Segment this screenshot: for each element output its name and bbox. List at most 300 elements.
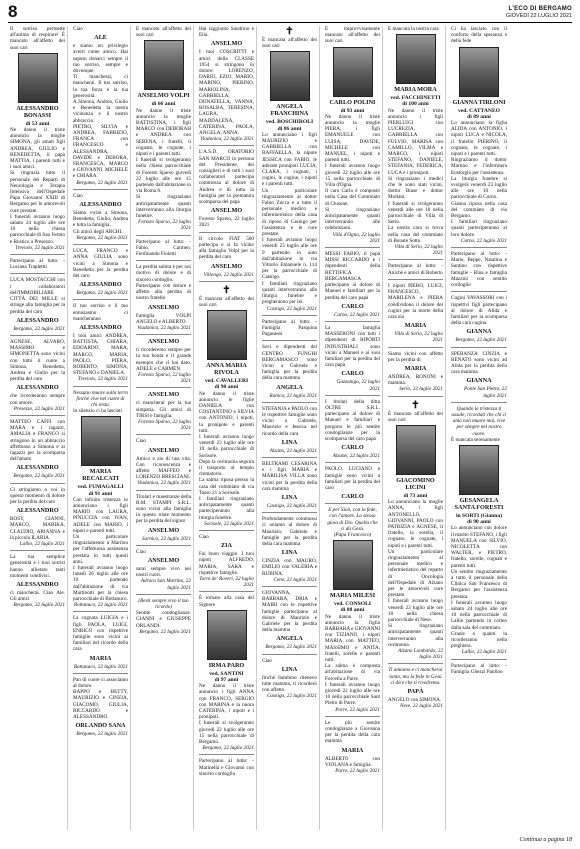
divider [10, 273, 65, 274]
quote: E per Sion, con la fede, con l'amore. La stessa gioia di Dio. Quella che ci dà Gesù. [327, 507, 378, 532]
divider [325, 716, 380, 717]
divider [199, 591, 254, 592]
divider [10, 483, 65, 484]
name-detail: di 89 anni [467, 113, 491, 120]
deceased-name: MARIA [89, 654, 112, 662]
notice-text: ci mancherai per la tua simpatia. Gli amici di TIRSI e famiglia. [136, 400, 191, 419]
notice-text: Le più sentite condoglianze a Giovanna per la perdita della cara mamma [325, 719, 380, 745]
name-detail: di 100 anni [402, 101, 429, 108]
notice-text: Si ringraziano i medici che le sono stati vicini, dottor Biase e dottor Moltani. [388, 175, 443, 201]
notice-text: BAPPO e BETTY, MAURIZIO e CINZIA, GIACOMO, GIULIA, RICCARDO e ALESSANDRO. [73, 689, 128, 721]
notice-text: Ne danno il triste annuncio le figlie DANIELA con COSTANTINO e SILVIA con ANTONIO, i nipoti, la pronipote e parenti tutti. [199, 390, 254, 434]
notice-text: La perdita subita è per noi motivo di dolore e di sincero cordoglio. [136, 264, 191, 283]
name-detail: ved. FACCHINETTI [390, 95, 441, 102]
deceased-name: LINA [281, 493, 298, 501]
divider [73, 611, 128, 612]
place-date: Torre de' Roveri, 22 luglio 2021 [199, 576, 254, 589]
name-detail: di 53 anni [25, 120, 50, 127]
divider [136, 434, 191, 435]
name-detail: ved. BOSCHIROLI [265, 119, 314, 126]
portrait-photo [207, 310, 247, 360]
deceased-name: ALESSANDRO [16, 316, 59, 324]
notice-text: È mancata serenamente [451, 436, 500, 443]
notice-text: I nipoti PIERO, LUIGI, FRANCESCO, MARILENA e PIERA condividono il dolore dei cugini per la morte della cara zia [388, 282, 443, 320]
deceased-name: ANSELMO [210, 40, 243, 48]
name-detail: di 88 anni [340, 607, 365, 614]
deceased-name: LINA [281, 665, 298, 673]
notice-text: Cugini VAVASSORI con i rispettivi figli partecipano al dolore di Alida e familiari per la scomparsa della cara cugina [451, 295, 507, 327]
divider [262, 340, 317, 341]
place-date: Treviolo, 22 luglio 2021 [15, 244, 65, 251]
notice-text: È mancato all'affetto dei suoi cari [136, 26, 191, 39]
name-detail: di 93 anni [340, 107, 365, 114]
notice-text: Amico e zio di una vita. Con riconoscenza e affetto MAFFEO e LORENZO BRESCIANI. [136, 455, 191, 481]
notice-text: Il caro Carlo è composto nella Casa del Commiato di Clusone. [325, 188, 380, 207]
divider [199, 281, 254, 282]
quote: Nessuno muore sulla terra finché vive nel cuore di chi resta. [73, 389, 128, 408]
deceased-name: PAPÀ [407, 688, 424, 696]
divider [136, 594, 191, 595]
cross-icon: ✝ [411, 399, 420, 411]
notice-text: I funerali si svolgeranno venerdì alle ore 10 nella parrocchiale di Villa di Serio. [388, 200, 443, 226]
place-date: Ranica, 22 luglio 2021 [269, 392, 317, 399]
divider [325, 503, 380, 504]
newspaper-name: L'ECO DI BERGAMO [508, 6, 572, 12]
notice-text: È improvvisamente mancato all'affetto dei suoi cari [325, 26, 380, 45]
notice-text: Hai raggiunto Sandrino e Elia. [199, 26, 254, 39]
portrait-photo [396, 34, 436, 84]
divider [199, 232, 254, 233]
notice-text: I funerali avranno luogo venerdì 23 luglio alle ore 10 nella chiesa parrocchiale di Nese. [388, 598, 443, 623]
divider [262, 402, 317, 403]
name-detail: di 97 anni [214, 677, 239, 684]
obituary-columns [8, 26, 572, 830]
notice-text: La cognata LUIGIA e i figli PAOLA, LUIGI, ENRICO con rispettive famiglie sono vicini ai familiari nel ricordo della cara [73, 615, 128, 653]
portrait-photo [459, 47, 499, 97]
place-date: Bottanuco, 22 luglio 2021 [73, 602, 128, 609]
place-date: Bergamo, 22 luglio 2021 [76, 234, 128, 241]
name-detail: ved. CONSOLI [334, 601, 371, 608]
divider [73, 673, 128, 674]
notice-text: Profondamente commossi ci uniamo al dolore di Maurizio, Gabriele e famiglie per la perdita della cara mamma [262, 516, 317, 547]
place-date: Casnigo, 22 luglio 2021 [266, 502, 317, 509]
notice-text: Siamo vicini con affetto per la perdita di [388, 350, 443, 363]
notice-text: Ciao [136, 548, 146, 555]
place-date: Sorisole, 22 luglio 2021 [204, 520, 254, 527]
notice-text: La famiglia MASSERONI con tutti i dipendenti di RIPORTI INDUSTRIALI sono vicini a Manuel e ai suoi familiari per la perdita del caro papà [325, 324, 380, 369]
notice-text: Ne danno il triste annuncio la moglie PIERA, i figli EMANUELE con LUISA, DAVIDE, MICHELE con MANUEL, i nipoti e parenti tutti. [325, 113, 380, 164]
place-date: Villa di Serio, 22 luglio 2021 [394, 331, 443, 344]
notice-text: La salma è composta all'abitazione di via Forcella a Parre. [325, 663, 380, 682]
deceased-name: ALESSANDRO [16, 507, 59, 515]
notice-text: Ciao [199, 533, 209, 540]
place-date: Bottanuco, 22 luglio 2021 [73, 663, 128, 670]
divider [388, 279, 443, 280]
column-6 [323, 26, 383, 830]
notice-text: Gianna riposa nella casa del commiato di via Bergamo. [451, 200, 507, 220]
notice-text: Titolari e maestranze della B.M. STAMPI S.R.L. sono vicini alla famiglia in questo triste momento per la perdita del signor [136, 493, 191, 525]
place-date: Bergamo, 22 luglio 2021 [76, 179, 128, 186]
deceased-name: GIANNA [466, 328, 492, 336]
portrait-photo [333, 47, 373, 97]
place-date: Alzano, 22 luglio 2021 [332, 453, 380, 460]
portrait-photo [18, 53, 58, 103]
place-date: Villongo, 22 luglio 2021 [203, 271, 254, 278]
notice-text: Ti mancherai, ci mancherai. Il tuo sorriso, la tua forza e la tua generosità. [73, 74, 128, 99]
divider [73, 386, 128, 387]
notice-text: I familiari ringraziano anticipatamente quanti parteciperanno alla liturgia funebre. [199, 495, 254, 521]
deceased-name: ALESSANDRO [16, 384, 59, 392]
notice-text: Gli amici degli ARCHI. [73, 228, 123, 235]
deceased-name: CARLO [341, 302, 364, 310]
deceased-name: GESANGELA SANTA FORESTI [454, 496, 504, 511]
notice-text: SPERANZA CINZIA e RENATO sono vicini ad Alida per la perdita della cara mamma [451, 350, 507, 376]
column-8 [449, 26, 509, 830]
notice-text: Ci stringiamo a voi in questo momento di dolore per la perdita del caro [10, 486, 65, 505]
notice-text: Ringraziamo il dottor Martino e l'infermiera Eustorgio per l'assistenza. [451, 157, 507, 176]
notice-text: I tuoi amici ANDREA, BATTISTA, CHIARA, EDOARDO, MARA, MARCO, MARIA, PAOLO, PIERA, ROBERTO, SIMONA, STEFANO e DANIELA. [73, 332, 128, 377]
place-date: Ponte San Pietro, 22 luglio 2021 [463, 386, 507, 399]
notice-text: Un sentito ringraziamento a tutto il personale della Clinica San Francesco di Bergamo per l'assistenza prestata. [451, 568, 507, 600]
divider [136, 334, 191, 335]
notice-text: Partecipano con dolore e affetto alla perdita di nostro fratello [136, 282, 191, 302]
notice-text: Un particolare ringraziamento al dottor Fabio Zucca e a tutto il personale medico e infermieristico della casa di riposo di Casnigo per l'assistenza e le cure prestate. [262, 187, 317, 238]
deceased-name: CARLO [341, 493, 364, 501]
divider [451, 402, 507, 403]
divider [388, 396, 443, 397]
place-date: Lallio, 22 luglio 2021 [461, 649, 507, 656]
notice-text: PIETRO, SILVIA e ANDREA, FABRIZIO, FRANCA con FRANCESCO e ALESSANDRA, DAVIDE e DEBORA, FRANCESCA, MARCO e GIOVANNI, MICHELE e CHIARA. [73, 123, 128, 180]
portrait-photo [207, 610, 247, 660]
quote: (Papa Francesco) [333, 531, 372, 538]
place-date: Nese, 22 luglio 2021 [400, 703, 443, 710]
deceased-name: ORLANDO SANA [75, 722, 126, 730]
notice-text: che ricorderanno sempre con amore. [10, 393, 65, 406]
notice-text: Sentite condoglianze. GIANNI e GIUSEPPE ORLANDI. [136, 610, 191, 629]
portrait-photo [459, 445, 499, 495]
notice-text: La nostra cara si trova nella casa del commiato di Bonate Sotto. [388, 225, 443, 244]
notice-text: Ne danno il triste annuncio la figlia BARBARA e GIOVANNI con TIZIANO, i nipoti MARIA con MATTEO, MASSIMO e ANITA, fratelli, sorelle e parenti tutti. [325, 613, 380, 664]
notice-text: Lo annunciano la moglie ANNA, i figli ANTONELLO, GIOVANNI, PAOLO con PATRIZIA e AGNESE, il fratello, la sorella, il cognato, le cognate, i nipoti e i parenti tutti. [388, 499, 443, 549]
deceased-name: MARIA RECALCATI [82, 468, 119, 483]
name-detail: di 90 anni [214, 384, 239, 391]
deceased-name: ALESSANDRO [79, 201, 122, 209]
page-number: 8 [8, 2, 18, 21]
notice-text: Dopo la cerimonia seguirà il trasporto al tempio crematorio. [199, 458, 254, 478]
notice-text: Lo annunciano i figli MAURIZIO e GABRIELLA con RAFFAELLA, la nipote JESSICA con FABIO, le adorate pronipoti LUCIA, CLARA, i cognati, i cugini, le cugine, i nipoti e i parenti tutti. [262, 131, 317, 188]
divider [451, 291, 507, 292]
deceased-name: ANSELMO [147, 303, 180, 311]
notice-text: I funerali avranno luogo giovedì 22 luglio alle ore 10 nella parrocchiale Sant Pietro di Parre. [325, 681, 380, 707]
deceased-name: CARLO POLINI [329, 98, 376, 106]
deceased-name: MARIA [341, 746, 364, 754]
notice-text: Partecipano al lutto: - Luciana Traplettti [10, 258, 65, 271]
notice-text: LUCA, FRANCO e ANNA GIULIA sono vicini a Simona e Benedetta per la perdita del caro [73, 248, 128, 279]
place-date: Parre, 22 luglio 2021 [335, 768, 380, 775]
deceased-name: ANGELA [276, 383, 303, 391]
name-detail: di 91 anni [88, 490, 113, 497]
divider [10, 415, 65, 416]
divider [451, 247, 507, 248]
place-date: Parre, 22 luglio 2021 [335, 706, 380, 713]
divider [73, 189, 128, 190]
name-detail: ved. FUMAGALLI [77, 484, 124, 491]
notice-text: ci mancherai. Ciao Ale. Gli amici [10, 590, 65, 603]
notice-text: Si ringraziano anticipatamente quanti interverranno alle celebrazioni. [325, 206, 380, 232]
notice-text: sarai sempre vivo nei nostri cuori. [136, 565, 191, 579]
notice-text: La liturgia funebre si svolgerà venerdì 23 luglio alle ore 10 nella parrocchiale di Curno. [451, 175, 507, 201]
place-date: Casnigo, 22 luglio 2021 [266, 305, 317, 312]
deceased-name: GIANNA TIRLONI [452, 98, 506, 106]
notice-text: Ci ha lasciato con il conforto della speranza e della fede [451, 26, 507, 45]
notice-text: ALBERTO con VIOLANA e famiglia. [325, 755, 380, 768]
place-date: Bergamo, 22 luglio 2021 [13, 325, 65, 332]
notice-text: La salma riposa presso la casa del commiato di via Tasso 21 a Sorisole. [199, 477, 254, 496]
notice-text: Lo annunciano con dolore il marito STEFANO, i figli MANUELA con SILVIO, NICOLETTA con WALTER, e PIETRO, fratello, sorelle, cognati e parenti tutti. [451, 525, 507, 569]
page-header [8, 4, 572, 23]
notice-text: Grazie a quanti la ricorderanno nella preghiera. [451, 630, 507, 650]
notice-text: BELTRAMI CESARINA e i figli MARIA e MARILISA VILLA sono vicini per la perdita della cara mamma [262, 460, 317, 492]
name-detail: di 86 anni [277, 125, 302, 132]
place-date: Foresto Sparso, 22 luglio 2021 [138, 371, 191, 385]
notice-text: Siamo vicini a Simona, Benedetta, Giulio, Andrea e tutta la famiglia. [73, 210, 128, 229]
notice-text: Ciao [73, 26, 83, 32]
notice-text: Si ringraziano anticipatamente quanti interverranno alla liturgia funebre. [136, 194, 191, 220]
divider [262, 586, 317, 587]
place-date: Viadanica, 22 luglio 2021 [137, 324, 191, 331]
issue-date: GIOVEDÌ 22 LUGLIO 2021 [505, 12, 572, 19]
deceased-name: MARIA [404, 322, 427, 330]
notice-text: GIOVANNA, BARBARA, DRIA e MAIRI con le rispettive famiglie partecipano al dolore di Maurizio e Gabriele per la perdita della mamma [262, 590, 317, 634]
divider [262, 315, 317, 316]
notice-text: Lo annunciano la figlia ALIDA con ANTONIO, i nipoti LUCA e NICOLA, il fratello PIERINO, il cognato, le cognate, i nipoti e i parenti tutti. [451, 120, 507, 158]
divider [199, 530, 254, 531]
notice-text: Il sorriso permette all'anima di respirare! È mancato all'affetto dei suoi cari [10, 26, 65, 51]
deceased-name: ALESSANDRO [79, 323, 122, 331]
notice-text: Partecipano al lutto: - Famiglia Ghezzi Paolino [451, 662, 507, 675]
notice-text: Partecipano al lutto: - Marie, Beppe, Natalina e Santino con rispettive famiglie - Rina e famiglia Mazzini con sentito cordoglio [451, 251, 507, 289]
notice-text: È mancata all'affetto dei suoi cari [262, 37, 317, 50]
place-date: Curno, 22 luglio 2021 [460, 237, 507, 244]
notice-text: Famiglia VOLPI ANGELO e ALBERTO. [136, 312, 191, 325]
deceased-name: ANSELMO [210, 262, 243, 270]
deceased-name: CARLO [341, 370, 364, 378]
divider [451, 347, 507, 348]
place-date: Villa di Serio, 22 luglio 2021 [394, 244, 443, 257]
divider [325, 247, 380, 248]
notice-text: MATTEO CAFFI con MARA e i ragazzi, AMALIA e FRANCO si stringono in un abbraccio affettuoso a Simona e ai ragazzi per la scomparsa dell'amato [10, 418, 65, 463]
notice-text: La tua semplice generosità e i tuoi sorrisi hanno allietato tanti momenti condivisi. [10, 554, 65, 579]
place-date: Foresto Sparso, 22 luglio 2021 [138, 219, 191, 232]
notice-text: Il tuo sorriso e il tuo entusiasmo ci mancheranno [73, 303, 128, 322]
deceased-name: ALESSANDRO [79, 281, 122, 289]
place-date: Curno, 22 luglio 2021 [333, 311, 380, 318]
notice-text: A Simona, Andrea, Giulio e Benedetta la nostra vicinanza e il nostro abbraccio. [73, 99, 128, 124]
notice-text: Si ringraziano anticipatamente quanti interverranno alla cerimonia. [388, 623, 443, 648]
place-date: Bergamo, 22 luglio 2021 [455, 337, 507, 344]
deceased-name: GIANNA [466, 377, 492, 385]
notice-text: Ne danno il triste annuncio i figli PIERLUIGI con LUCREZIA, GABRIELLA con FULVIO, MARISA con CAMILLO, VILMA e MARCO, i nipoti STEFANO, DANIELE, STEFANIA, FEDERICA, LUCA e i pronipoti. [388, 107, 443, 176]
name-detail: in SORTI (Gianna) [455, 512, 503, 519]
portrait-photo [333, 540, 373, 590]
divider [136, 235, 191, 236]
place-date: Bergamo, 22 luglio 2021 [76, 290, 128, 297]
notice-text: I funerali avranno luogo venerdì 23 luglio alle ore 10 nella parrocchiale di Sorisole. [199, 433, 254, 459]
name-detail: ved. CAVALLERI [204, 378, 249, 385]
deceased-name: ANSELMO [147, 526, 180, 534]
notice-text: Fai buon viaggio. I tuoi nipoti ALFREDO, MARIA, SARA e rispettive famiglie. [199, 551, 254, 576]
notice-text: I funerali avranno luogo sabato 24 luglio alle ore 10 nella chiesa parrocchiale di San Fermo e Rustico a Presezzo. [10, 213, 65, 245]
notice-text: I funerali avranno luogo venerdì 23 luglio alle ore 9 partendo in auto dall'abitazione in via Vittorio Emanuele n. 114 per la parrocchiale di Casnigo. [262, 237, 317, 281]
place-date: Sarnico, 22 luglio 2021 [142, 535, 191, 542]
place-date: Lallio, 22 luglio 2021 [19, 540, 65, 547]
divider [10, 550, 65, 551]
notice-text: LUCA MOSTACCHI con i collaboratori dell'IMMOBILIARE CITTÀ DEI MILLE si stringe alla famiglia per la perdita del caro [10, 277, 65, 315]
notice-text: L'A.S.D. ORATORIO SAN MARCO in persona del Presidente, dei consiglieri e di tutti i suoi collaboratori partecipa commossa al dolore di Andrea e di tutta la famiglia per la prematura scomparsa del papà [199, 149, 254, 206]
divider [388, 259, 443, 260]
notice-text: Si ringrazia tutto il personale dei Reparti di Neurologia e Terapia Intensiva dell'Ospedale Papa Giovanni XXIII di Bergamo per le amorevoli cure prestate. [10, 170, 65, 214]
divider [388, 347, 443, 348]
notice-text: Ciao [73, 192, 83, 199]
place-date: Bergamo, 22 luglio 2021 [265, 644, 317, 651]
divider [451, 659, 507, 660]
deceased-name: MARIA MILESI [329, 592, 376, 600]
place-date: Casnigo, 22 luglio 2021 [266, 693, 317, 700]
deceased-name: CARLO [341, 444, 364, 452]
quote: Ti amiamo e ci mancherai tanto, ma la fede in Gesù ci dice che ti rivedremo. [388, 667, 443, 686]
divider [199, 145, 254, 146]
name-detail: ved. CATTANEO [457, 107, 501, 114]
notice-text: ANDREA, RONONI e mamma. [388, 373, 443, 387]
column-2 [71, 26, 131, 830]
deceased-name: ANNA MARIA RIVOLA [206, 362, 247, 377]
place-date: Adrara San Martino, 22 luglio 2021 [140, 578, 191, 591]
deceased-name: ALESSANDRO BONASSI [16, 104, 59, 119]
notice-text: MESSI FABIO, il papà MISSI RICCARDO e i dipendenti della RETTIFICA BERGAMASCA partecipano al dolore di Manuel e familiari per la perdita del caro papà [325, 251, 380, 301]
place-date: Presezzo, 22 luglio 2021 [13, 405, 65, 412]
deceased-name: ANSELMO [147, 556, 180, 564]
portrait-photo [270, 51, 310, 101]
notice-text: Ne danno il triste annuncio la moglie BATTISTINA, i figli MARCO con DEBORAH e ANDREA con SERENA, i fratelli, il cognato, le cognate, i nipoti e i parenti tutti. [136, 107, 191, 158]
divider [73, 244, 128, 245]
place-date: Viadanica, 22 luglio 2021 [137, 480, 191, 487]
notice-text: Ne danno il triste annuncio la moglie SIMONA, gli amati figli ANDREA, GIULIO e BENEDETTA, il papà MATTIA, i parenti tutti e i suoi amici. [10, 127, 65, 171]
deceased-name: ANGELA [276, 635, 303, 643]
notice-text: PAOLO, LUCIANO e famiglie sono vicini a familiari per la perdita del caro [325, 466, 380, 491]
notice-text: Un particolare ringraziamento a Marilou per l'affettuosa assistenza prestata in tutti questi anni. [73, 533, 128, 565]
notice-text: e siamo un privilegio averti come amico. Hai saputo donarci sempre il tuo sorriso, sempre e dovunque. [73, 43, 128, 75]
notice-text: Partecipano al lutto: - Famiglia Pasquina Paganessi [262, 318, 317, 338]
notice-text: Ne danno il triste annuncio i figli ANNA con FRANCO, SERGIO con MARINA e la nuora CATERINA, i nipoti e i pronipoti. [199, 683, 254, 721]
continued-note: Continua a pagina 18 [519, 837, 572, 843]
divider [136, 387, 191, 388]
portrait-photo [81, 416, 121, 466]
divider [388, 663, 443, 664]
notice-text: I familiari ringraziano quanti parteciperanno al loro dolore. [451, 219, 507, 238]
cross-icon: ✝ [285, 26, 294, 37]
deceased-name: ANSELMO [147, 338, 180, 346]
notice-text: Con infinita tristezza lo annunciano i figli MARIO con LAURA, PINUCCIA con IVAN, ADELE con MARIO, i nipoti e parenti tutti. [73, 496, 128, 534]
divider [325, 321, 380, 322]
notice-text: ANGELO con SIMONA. [388, 697, 442, 704]
notice-text: Un particolare ringraziamento al personale medico e infermieristico del reparto di Oncologia dell'Ospedale di Alzano per le amorevoli cure prestate. [388, 548, 443, 599]
place-date: Serio, 22 luglio 2021 [399, 386, 443, 393]
divider [10, 335, 65, 336]
name-detail: ved. SANTINI [209, 670, 244, 677]
column-7 [386, 26, 446, 830]
notice-text: I titolari della ditta OLTRE S.R.L. partecipano al dolore di Manuel e familiari e porgono le più sentite condoglianze per la scomparsa del caro papà [325, 398, 380, 442]
masthead [506, 6, 572, 19]
divider [136, 260, 191, 261]
divider [325, 395, 380, 396]
notice-text: Ciao [262, 657, 272, 664]
notice-text: ti ricorderemo sempre per la tua bontà e il grande esempio che ci hai dato. ADELE e CARMEN. [136, 347, 191, 372]
notice-text: Il circolo FIAT 500 partecipa e si fa vicino alla famiglia Volpi per la perdita del caro [199, 235, 254, 261]
place-date: Foresto Sparso, 22 luglio 2021 [138, 418, 191, 432]
notice-text: finché bambino ritenevo tutte mamma, ti ricorderò con affetto. [262, 674, 317, 694]
notice-text: È mancata all'affetto dei suoi cari [199, 295, 254, 308]
name-detail: di 90 anni [467, 519, 491, 526]
divider [136, 490, 191, 491]
place-date: Bergamo, 22 luglio 2021 [13, 602, 65, 609]
place-date: Gazzaniga, 22 luglio 2021 [336, 379, 380, 392]
notice-text: È mancata la nostra cara [388, 26, 439, 32]
cross-icon: ✝ [222, 284, 231, 296]
divider [136, 545, 191, 546]
column-1 [8, 26, 68, 830]
notice-text: Pan di cuore ci associamo al dolore. [73, 676, 128, 690]
notice-text: I tuoi COSCRITTI e amici della CLASSE 1954 si stringono in dolore: LORENZO, DARIO, EZIO, MARIO, MARINO, PIERINO, MARIOLINA, GABRIELLA, DONATELLA, VANNA, ROSALBA, TERESINA, LAURA, MADDALENA, CATERINA, PAOLA, ANGELA, ANNA. [199, 49, 254, 137]
place-date: Bergamo, 22 luglio 2021 [139, 628, 191, 635]
divider [262, 512, 317, 513]
place-date: Bergamo, 22 luglio 2021 [76, 731, 128, 738]
deceased-name: IRMA PARO [208, 661, 245, 669]
notice-text: I funerali si svolgeranno nella chiesa parrocchiale di Foresto Sparso giovedì 22 luglio alle ore 15 partendo dall'abitazione in via Roma 8. [136, 157, 191, 195]
portrait-photo [144, 40, 184, 90]
notice-text: ROSY, GIANNI, MARCO, MARIKA, CLAUDIO, ARIANNA e la piccola ILARIA. [10, 516, 65, 541]
deceased-name: ALESSANDRO [16, 464, 59, 472]
deceased-name: ALESSANDRO [16, 581, 59, 588]
place-date: Bergamo, 22 luglio 2021 [13, 473, 65, 480]
notice-text: Ciao [136, 438, 146, 445]
divider [325, 462, 380, 463]
place-date: Cene, 22 luglio 2021 [273, 576, 317, 583]
divider [199, 754, 254, 755]
place-date: Bergamo, 22 luglio 2021 [202, 745, 254, 752]
deceased-name: ANSELMO [147, 391, 180, 399]
divider [73, 299, 128, 300]
notice-text: In silenzio ci ha lasciati [73, 408, 122, 415]
notice-text: I funerali avranno luogo giovedì 22 luglio alle ore 15 nella parrocchiale di Villa d'Ogna. [325, 163, 380, 189]
notice-text: Partecipano al lutto: - Anichè e amici di Roberto [388, 263, 443, 276]
deceased-name: GIACOMINO LICINI [396, 476, 435, 491]
quote: (Resti sempre vivo il tuo ricordo) [138, 597, 189, 610]
name-detail: di 66 anni [151, 101, 176, 108]
deceased-name: MARIA [404, 364, 427, 372]
notice-text: I funerali avranno luogo sabato 24 luglio alle ore 10 nella parrocchiale di Lallio partendo in corteo dalla sala del commiato. [451, 599, 507, 631]
notice-text: I familiari ringraziano quanti interverranno alla liturgia funebre e pregheranno per lei. [262, 280, 317, 306]
notice-text: I funerali avranno luogo lunedì 26 luglio alle ore 10 partendo dall'abitazione di via Martinotti per la chiesa parrocchiale di Bottanuco. [73, 565, 128, 603]
column-5 [260, 26, 320, 830]
deceased-name: MARIA MORA [394, 86, 437, 94]
notice-text: È mancato all'affetto dei suoi cari [388, 410, 443, 423]
divider [262, 457, 317, 458]
divider [10, 254, 65, 255]
column-4 [197, 26, 257, 830]
place-date: Viadanica, 22 luglio 2021 [200, 136, 254, 143]
deceased-name: ALE [94, 34, 107, 42]
quote: Quando la tristezza ti assale, ricordati che chi ci ama non muore mai, vive per sempre nel nostro cuore. [451, 405, 507, 437]
